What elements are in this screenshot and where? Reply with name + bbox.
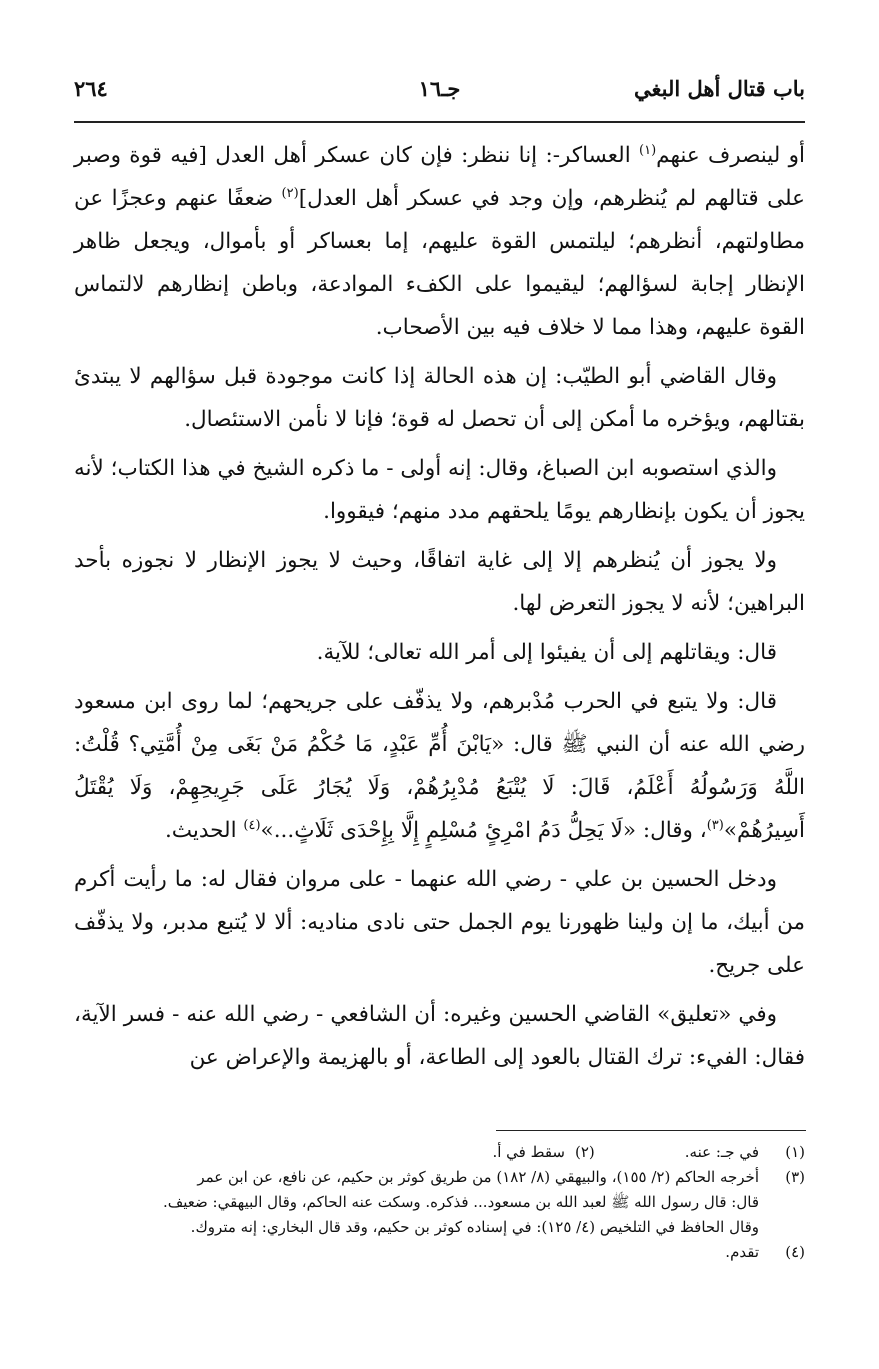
paragraph xyxy=(74,680,805,852)
footnote-text: سقط في أ. xyxy=(492,1143,565,1161)
footnote-text: تقدم. xyxy=(725,1243,759,1261)
text-run: ، وقال: «لَا يَحِلُّ دَمُ امْرِئٍ مُسْلِمٍ إِلَّا بِإِحْدَى ثَلَاثٍ...» xyxy=(260,818,707,843)
footnote-ref: (٣) xyxy=(706,817,724,833)
footnote-ref: (٢) xyxy=(281,185,299,201)
text-run: أو لينصرف عنهم xyxy=(656,143,805,168)
footnote-row xyxy=(74,1140,805,1165)
paragraph: وفي «تعليق» القاضي الحسين وغيره: أن الشافعي - رضي الله عنه - فسر الآية، فقال: الفيء: ترك القتال بالعود إلى الطاعة، أو بالهزيمة والإعراض عن xyxy=(74,1002,805,1070)
paragraph: ودخل الحسين بن علي - رضي الله عنهما - على مروان فقال له: ما رأيت أكرم من أبيك، ما إن ولينا ظهورنا يوم الجمل حتى نادى مناديه: ألا لا يُتبع مدبر، ولا يذفّف على جريح. xyxy=(74,867,805,978)
footnote-text: وقال الحافظ في التلخيص (٤/ ١٢٥): في إسناده كوثر بن حكيم، وقد قال البخاري: إنه متروك. xyxy=(190,1218,759,1236)
footnote-2 xyxy=(492,1140,594,1165)
page-number: ٢٦٤ xyxy=(74,76,108,101)
footnote-4 xyxy=(74,1240,805,1265)
paragraph: والذي استصوبه ابن الصباغ، وقال: إنه أولى - ما ذكره الشيخ في هذا الكتاب؛ لأنه يجوز أن يكون بإنظارهم يومًا يلحقهم مدد منهم؛ فيقووا. xyxy=(74,456,805,524)
footnote-text: في جـ: عنه. xyxy=(684,1143,759,1161)
header-rule xyxy=(74,121,805,123)
paragraph: ولا يجوز أن يُنظرهم إلا إلى غاية اتفاقًا، وحيث لا يجوز الإنظار لا نجوزه بأحد البراهين؛ لأنه لا يجوز التعرض لها. xyxy=(74,548,805,616)
footnote-rule xyxy=(496,1130,806,1131)
footnote-number: (٣) xyxy=(785,1168,805,1186)
footnote-number: (٤) xyxy=(785,1243,805,1261)
footnote-number: (١) xyxy=(785,1143,805,1161)
footnote-ref: (٤) xyxy=(243,817,261,833)
text-run: قال: ولا يتبع في الحرب مُدْبرهم، ولا يذفّف على جريحهم؛ لما روى ابن مسعود رضي الله عنه أن النبي ﷺ قال: «يَابْنَ أُمِّ عَبْدٍ، مَا حُكْمُ مَنْ بَغَى مِنْ أُمَّتِي؟ قُلْتُ: اللَّهُ وَرَسُولُهُ أَعْلَمُ، قَالَ: لَا يُتْبَعُ مُدْبِرُهُمْ، وَلَا يُجَارُ عَلَى جَرِيحِهِمْ، وَلَا يُقْتَلُ أَسِيرُهُمْ» xyxy=(74,689,805,843)
footnote-number: (٢) xyxy=(575,1143,595,1161)
footnotes xyxy=(74,1140,805,1265)
volume-label: جـ١٦ xyxy=(418,76,461,101)
main-text xyxy=(74,134,805,1085)
text-run: ضعفًا عنهم وعجزًا عن مطاولتهم، أنظرهم؛ ليلتمس القوة عليهم، إما بعساكر أو بأموال، ويجعل ظاهر الإنظار إجابة لسؤالهم؛ ليقيموا على الكفء الموادعة، وباطن إنظارهم لالتماس القوة عليهم، وهذا مما لا خلاف فيه بين الأصحاب. xyxy=(74,186,805,340)
paragraph: قال: ويقاتلهم إلى أن يفيئوا إلى أمر الله تعالى؛ للآية. xyxy=(316,640,777,665)
footnote-ref: (١) xyxy=(639,142,657,158)
text-run: العساكر-: إنا ننظر: فإن كان عسكر أهل العدل [فيه قوة وصبر على قتالهم لم يُنظرهم، وإن وجد في عسكر أهل العدل] xyxy=(74,143,805,211)
text-run: الحديث. xyxy=(164,818,244,843)
footnote-1 xyxy=(685,1140,805,1165)
paragraph: وقال القاضي أبو الطيّب: إن هذه الحالة إذا كانت موجودة قبل سؤالهم لا يبتدئ بقتالهم، ويؤخره ما أمكن إلى أن تحصل له قوة؛ فإنا لا نأمن الاستئصال. xyxy=(74,364,805,432)
footnote-text: قال: قال رسول الله ﷺ لعبد الله بن مسعود... فذكره. وسكت عنه الحاكم، وقال البيهقي: ضعيف. xyxy=(162,1193,759,1211)
paragraph xyxy=(74,134,805,349)
footnote-3 xyxy=(74,1165,805,1190)
chapter-title: باب قتال أهل البغي xyxy=(634,76,805,101)
running-header xyxy=(74,76,805,112)
footnote-text: أخرجه الحاكم (٢/ ١٥٥)، والبيهقي (٨/ ١٨٢) من طريق كوثر بن حكيم، عن نافع، عن ابن عمر xyxy=(197,1168,759,1186)
